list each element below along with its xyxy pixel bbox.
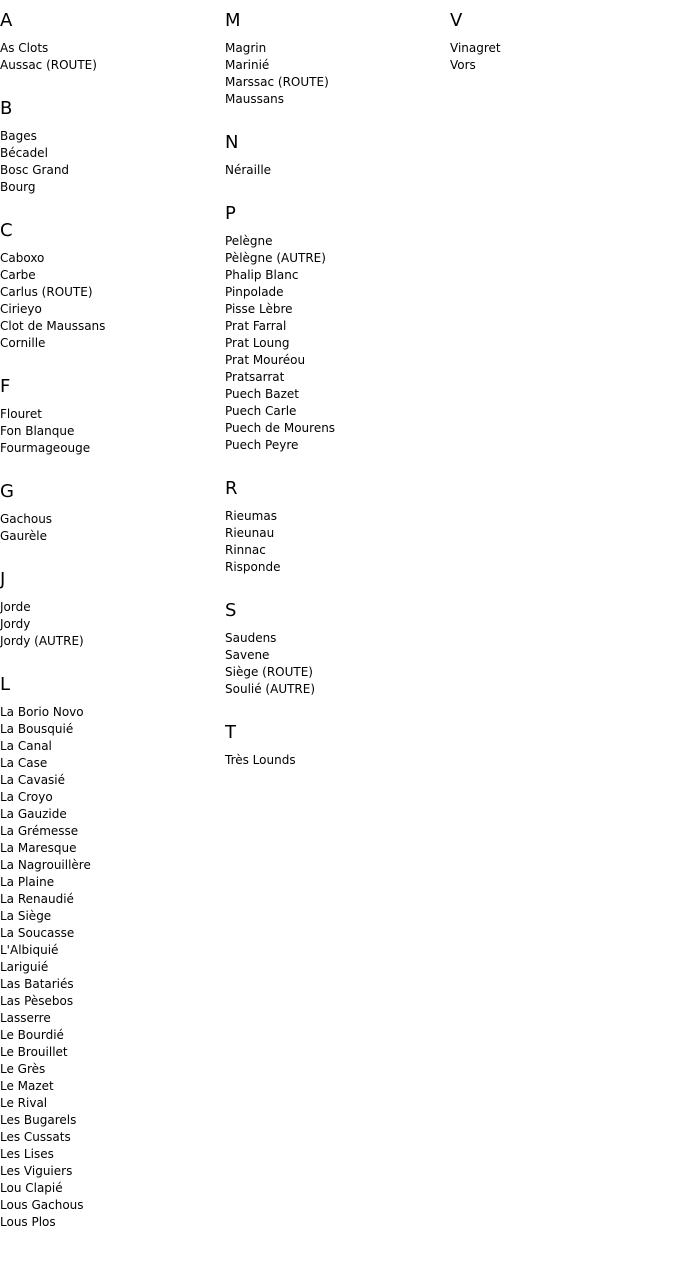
place-link[interactable]: Pèlègne (AUTRE) <box>225 251 326 265</box>
place-link[interactable]: Lou Clapié <box>0 1181 63 1195</box>
place-link[interactable]: Très Lounds <box>225 753 296 767</box>
place-link[interactable]: Vinagret <box>450 41 501 55</box>
letter-heading: R <box>225 478 238 499</box>
place-link[interactable]: Rieumas <box>225 509 277 523</box>
place-link[interactable]: La Maresque <box>0 841 77 855</box>
place-link[interactable]: Siège (ROUTE) <box>225 665 313 679</box>
place-link[interactable]: Las Pèsebos <box>0 994 74 1008</box>
place-list <box>0 599 225 650</box>
place-link[interactable]: Lariguié <box>0 960 49 974</box>
place-link[interactable]: La Plaine <box>0 875 55 889</box>
place-link[interactable]: Cornille <box>0 336 46 350</box>
letter-heading: A <box>0 10 13 31</box>
letter-group-b <box>0 98 225 196</box>
place-link[interactable]: Cirieyo <box>0 302 42 316</box>
place-link[interactable]: Risponde <box>225 560 281 574</box>
place-link[interactable]: La Siège <box>0 909 52 923</box>
place-link[interactable]: Pratsarrat <box>225 370 285 384</box>
place-link[interactable]: Phalip Blanc <box>225 268 299 282</box>
place-link[interactable]: Caboxo <box>0 251 45 265</box>
place-list <box>225 40 450 108</box>
letter-group-j <box>0 569 225 650</box>
place-link[interactable]: Marinié <box>225 58 270 72</box>
place-link[interactable]: La Renaudié <box>0 892 74 906</box>
letter-group-r <box>225 478 450 576</box>
letter-heading: S <box>225 600 237 621</box>
place-list <box>225 630 450 698</box>
place-link[interactable]: Jorde <box>0 600 31 614</box>
place-link[interactable]: Lous Plos <box>0 1215 56 1229</box>
letter-group-f <box>0 376 225 457</box>
letter-heading: G <box>0 481 14 502</box>
place-link[interactable]: Vors <box>450 58 476 72</box>
letter-heading: M <box>225 10 241 31</box>
place-link[interactable]: La Croyo <box>0 790 53 804</box>
letter-heading: T <box>225 722 236 743</box>
letter-group-v <box>450 10 675 74</box>
place-link[interactable]: Saudens <box>225 631 277 645</box>
place-link[interactable]: Prat Farral <box>225 319 287 333</box>
place-list <box>0 40 225 74</box>
place-link[interactable]: Marssac (ROUTE) <box>225 75 329 89</box>
place-link[interactable]: Les Viguiers <box>0 1164 73 1178</box>
index-column-3 <box>450 0 675 74</box>
place-list <box>0 704 225 1231</box>
letter-group-a <box>0 10 225 74</box>
place-link[interactable]: Lasserre <box>0 1011 51 1025</box>
place-link[interactable]: Puech Peyre <box>225 438 299 452</box>
letter-heading: P <box>225 203 236 224</box>
letter-heading: C <box>0 220 13 241</box>
place-list <box>225 233 450 454</box>
letter-group-t <box>225 722 450 769</box>
place-link[interactable]: Le Bourdié <box>0 1028 64 1042</box>
place-link[interactable]: Prat Loung <box>225 336 290 350</box>
letter-group-s <box>225 600 450 698</box>
place-link[interactable]: Las Batariés <box>0 977 74 991</box>
letter-group-c <box>0 220 225 352</box>
place-link[interactable]: Puech Carle <box>225 404 297 418</box>
place-link[interactable]: Bosc Grand <box>0 163 70 177</box>
place-link[interactable]: Pinpolade <box>225 285 284 299</box>
place-link[interactable]: Bécadel <box>0 146 48 160</box>
place-link[interactable]: La Gauzide <box>0 807 67 821</box>
place-list <box>225 752 450 769</box>
place-link[interactable]: Puech Bazet <box>225 387 300 401</box>
place-link[interactable]: La Case <box>0 756 48 770</box>
place-link[interactable]: La Soucasse <box>0 926 75 940</box>
place-link[interactable]: La Bousquié <box>0 722 74 736</box>
place-link[interactable]: Gaurèle <box>0 529 48 543</box>
place-list <box>0 250 225 352</box>
letter-heading: J <box>0 569 6 590</box>
place-link[interactable]: Le Mazet <box>0 1079 54 1093</box>
place-link[interactable]: Aussac (ROUTE) <box>0 58 97 72</box>
place-link[interactable]: Fourmageouge <box>0 441 91 455</box>
letter-group-n <box>225 132 450 179</box>
place-link[interactable]: Pisse Lèbre <box>225 302 293 316</box>
place-link[interactable]: La Grémesse <box>0 824 79 838</box>
place-link[interactable]: Maussans <box>225 92 285 106</box>
place-link[interactable]: L'Albiquié <box>0 943 59 957</box>
place-link[interactable]: Prat Mouréou <box>225 353 306 367</box>
letter-heading: L <box>0 674 11 695</box>
place-link[interactable]: La Borio Novo <box>0 705 84 719</box>
place-list <box>225 162 450 179</box>
place-link[interactable]: Néraille <box>225 163 272 177</box>
place-link[interactable]: Le Brouillet <box>0 1045 68 1059</box>
place-link[interactable]: Jordy (AUTRE) <box>0 634 84 648</box>
place-link[interactable]: Carbe <box>0 268 36 282</box>
place-list <box>450 40 675 74</box>
place-link[interactable]: Lous Gachous <box>0 1198 84 1212</box>
index-column-1 <box>0 0 225 1231</box>
place-link[interactable]: Bages <box>0 129 37 143</box>
letter-group-m <box>225 10 450 108</box>
letter-group-p <box>225 203 450 454</box>
place-link[interactable]: Clot de Maussans <box>0 319 106 333</box>
letter-group-g <box>0 481 225 545</box>
place-link[interactable]: Les Lises <box>0 1147 54 1161</box>
place-link[interactable]: Fon Blanque <box>0 424 75 438</box>
place-link[interactable]: Pelègne <box>225 234 273 248</box>
place-link[interactable]: Flouret <box>0 407 42 421</box>
letter-heading: B <box>0 98 13 119</box>
place-link[interactable]: Carlus (ROUTE) <box>0 285 93 299</box>
place-list <box>225 508 450 576</box>
place-link[interactable]: Jordy <box>0 617 31 631</box>
place-link[interactable]: Soulié (AUTRE) <box>225 682 316 696</box>
place-link[interactable]: Rinnac <box>225 543 266 557</box>
place-list <box>0 406 225 457</box>
letter-heading: V <box>450 10 463 31</box>
place-link[interactable]: La Cavasié <box>0 773 66 787</box>
place-link[interactable]: Savene <box>225 648 270 662</box>
place-link[interactable]: Rieunau <box>225 526 275 540</box>
place-link[interactable]: La Nagrouillère <box>0 858 91 872</box>
place-link[interactable]: Gachous <box>0 512 53 526</box>
place-link[interactable]: Le Rival <box>0 1096 48 1110</box>
letter-heading: F <box>0 376 11 397</box>
place-link[interactable]: Puech de Mourens <box>225 421 336 435</box>
place-link[interactable]: Magrin <box>225 41 267 55</box>
place-link[interactable]: Bourg <box>0 180 36 194</box>
place-link[interactable]: La Canal <box>0 739 52 753</box>
place-list <box>0 511 225 545</box>
letter-heading: N <box>225 132 239 153</box>
place-link[interactable]: Les Cussats <box>0 1130 71 1144</box>
place-link[interactable]: Le Grès <box>0 1062 46 1076</box>
index-column-2 <box>225 0 450 769</box>
place-list <box>0 128 225 196</box>
place-link[interactable]: Les Bugarels <box>0 1113 77 1127</box>
letter-group-l <box>0 674 225 1231</box>
place-link[interactable]: As Clots <box>0 41 49 55</box>
